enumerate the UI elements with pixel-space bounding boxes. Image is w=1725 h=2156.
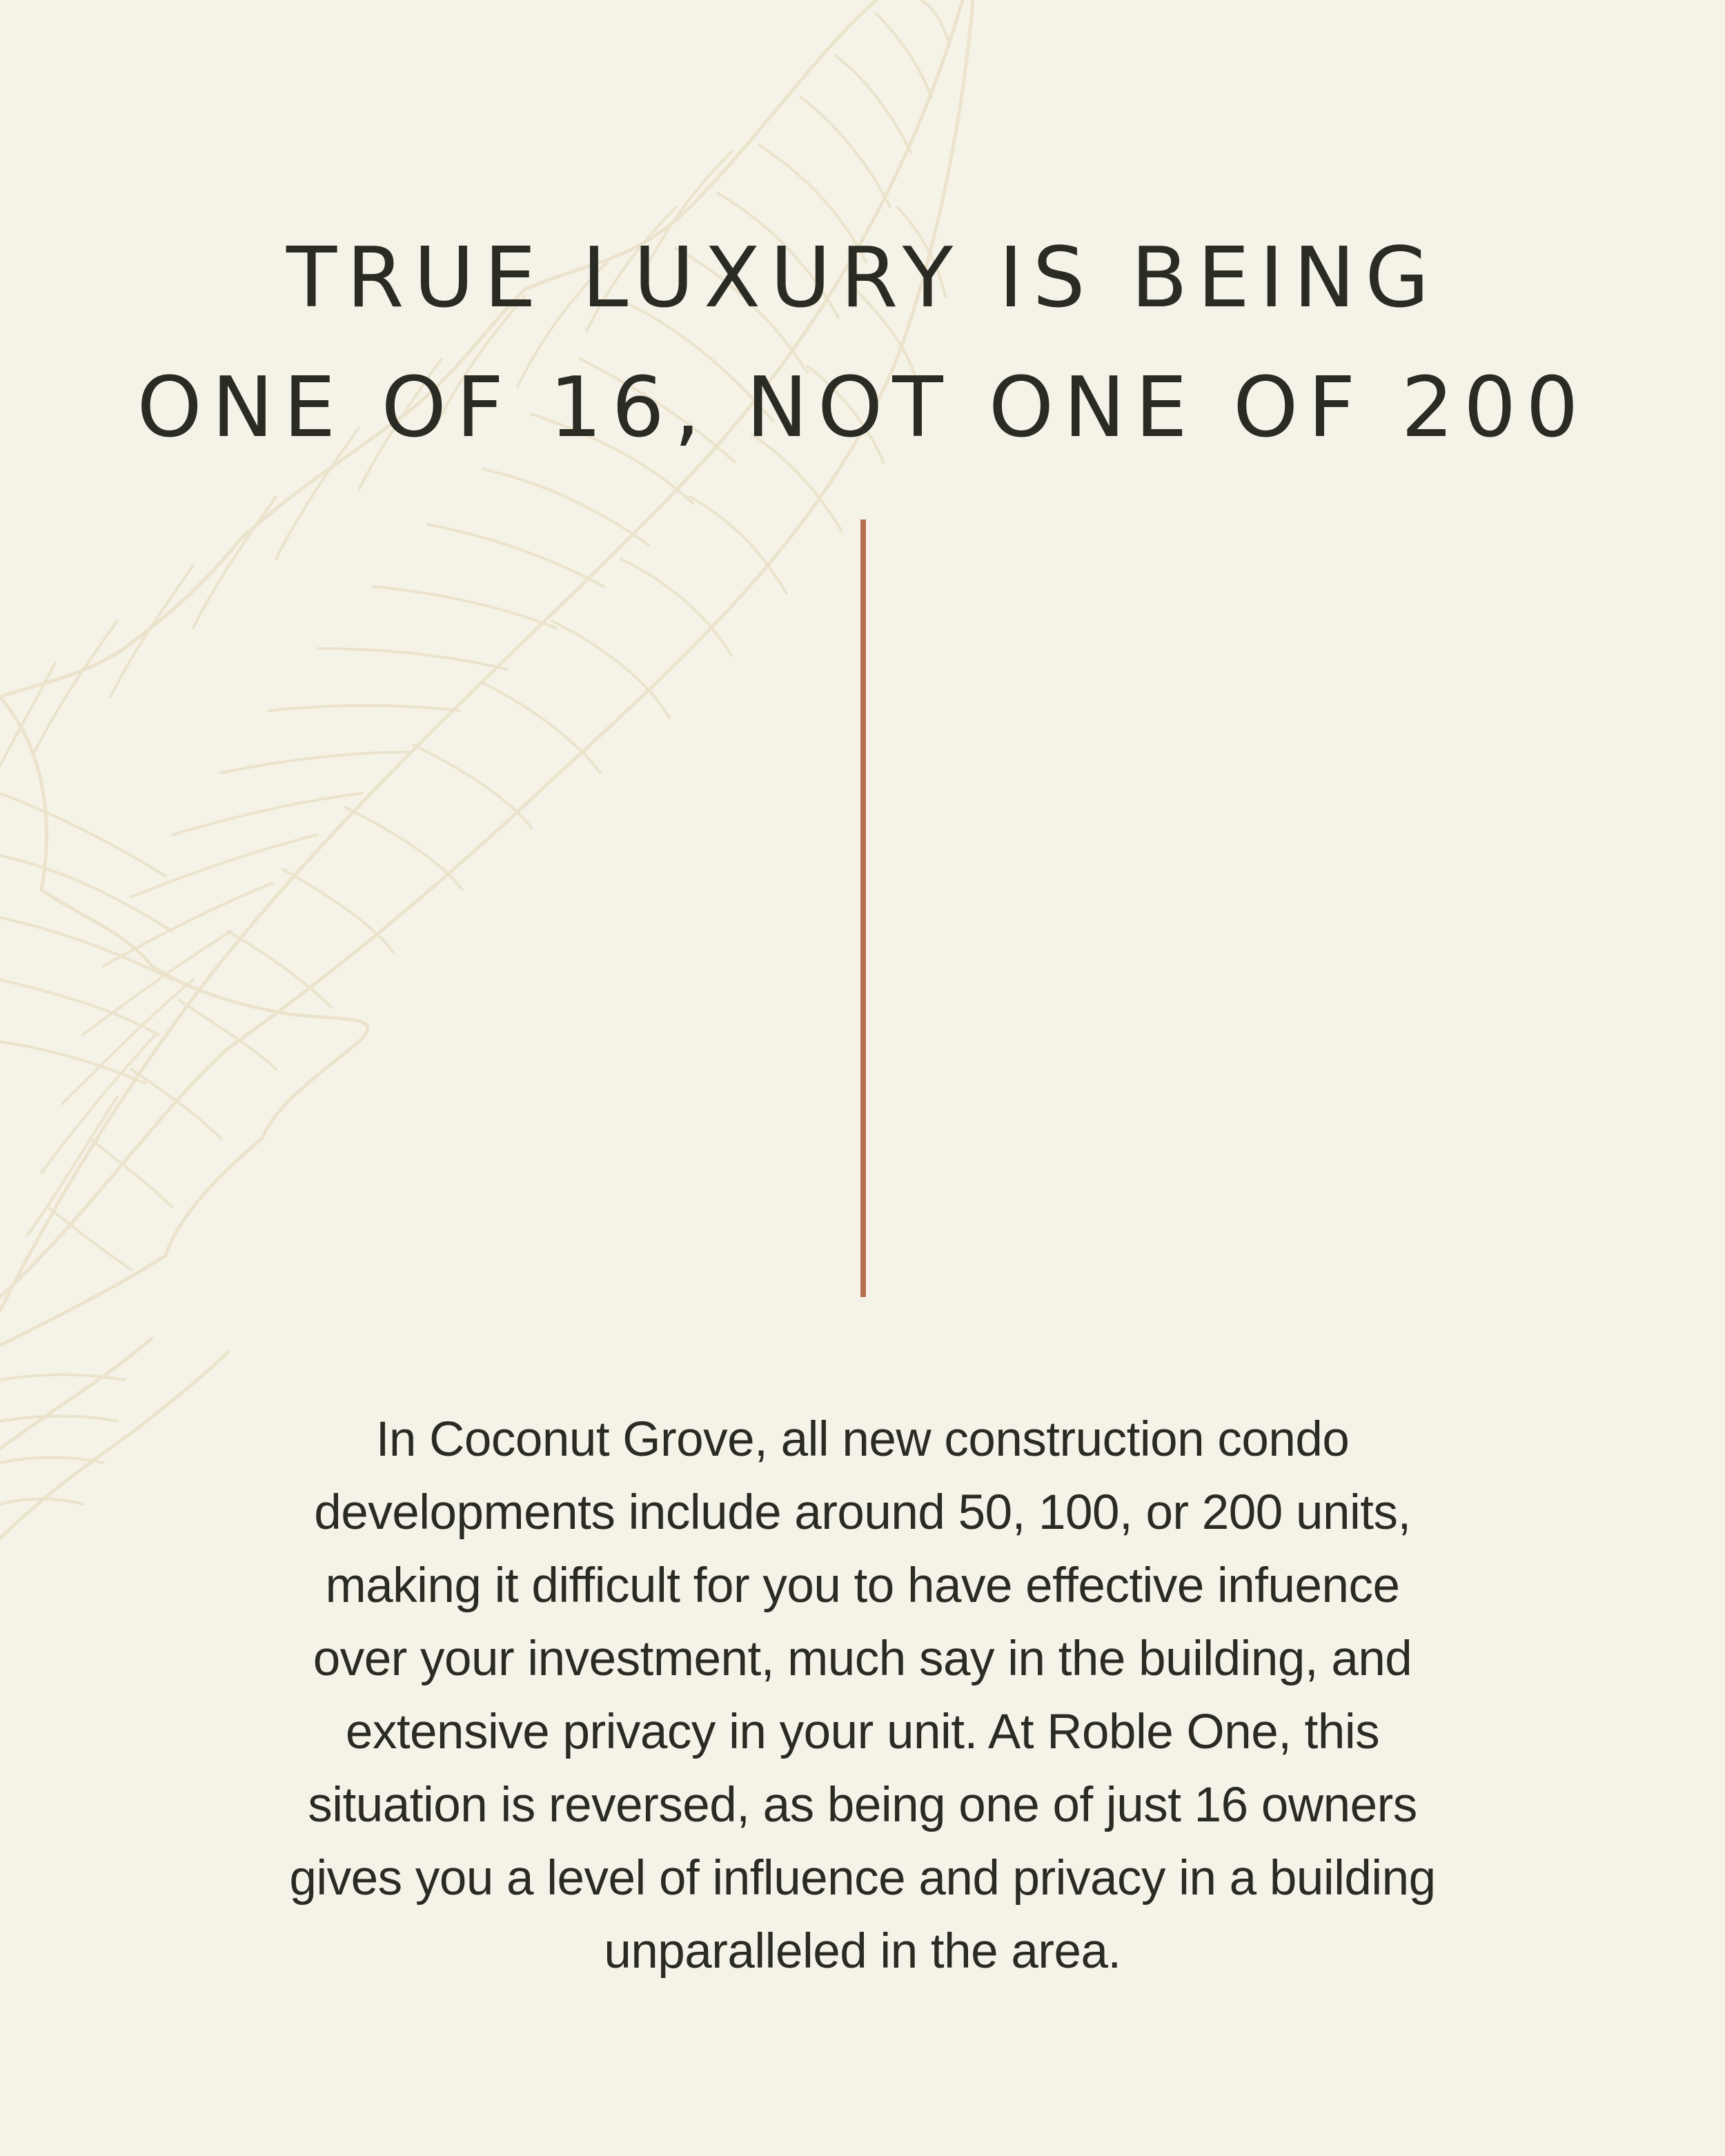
body-line: situation is reversed, as being one of just 16 owners — [308, 1778, 1417, 1832]
body-line: over your investment, much say in the building, and — [313, 1632, 1412, 1686]
headline — [0, 214, 1725, 473]
body-line: extensive privacy in your unit. At Roble One, this — [345, 1705, 1380, 1759]
body-line: In Coconut Grove, all new construction condo — [375, 1412, 1350, 1467]
body-line: unparalleled in the area. — [604, 1924, 1121, 1979]
vertical-divider — [860, 520, 866, 1297]
headline-line-1: TRUE LUXURY IS BEING — [286, 230, 1439, 327]
headline-line-2: ONE OF 16, NOT ONE OF 200 — [137, 360, 1588, 457]
body-line: making it difficult for you to have effective infuence — [325, 1559, 1400, 1613]
body-line: developments include around 50, 100, or 200 units, — [314, 1485, 1411, 1540]
body-paragraph — [172, 1403, 1552, 1988]
body-line: gives you a level of influence and privacy in a building — [289, 1851, 1436, 1906]
